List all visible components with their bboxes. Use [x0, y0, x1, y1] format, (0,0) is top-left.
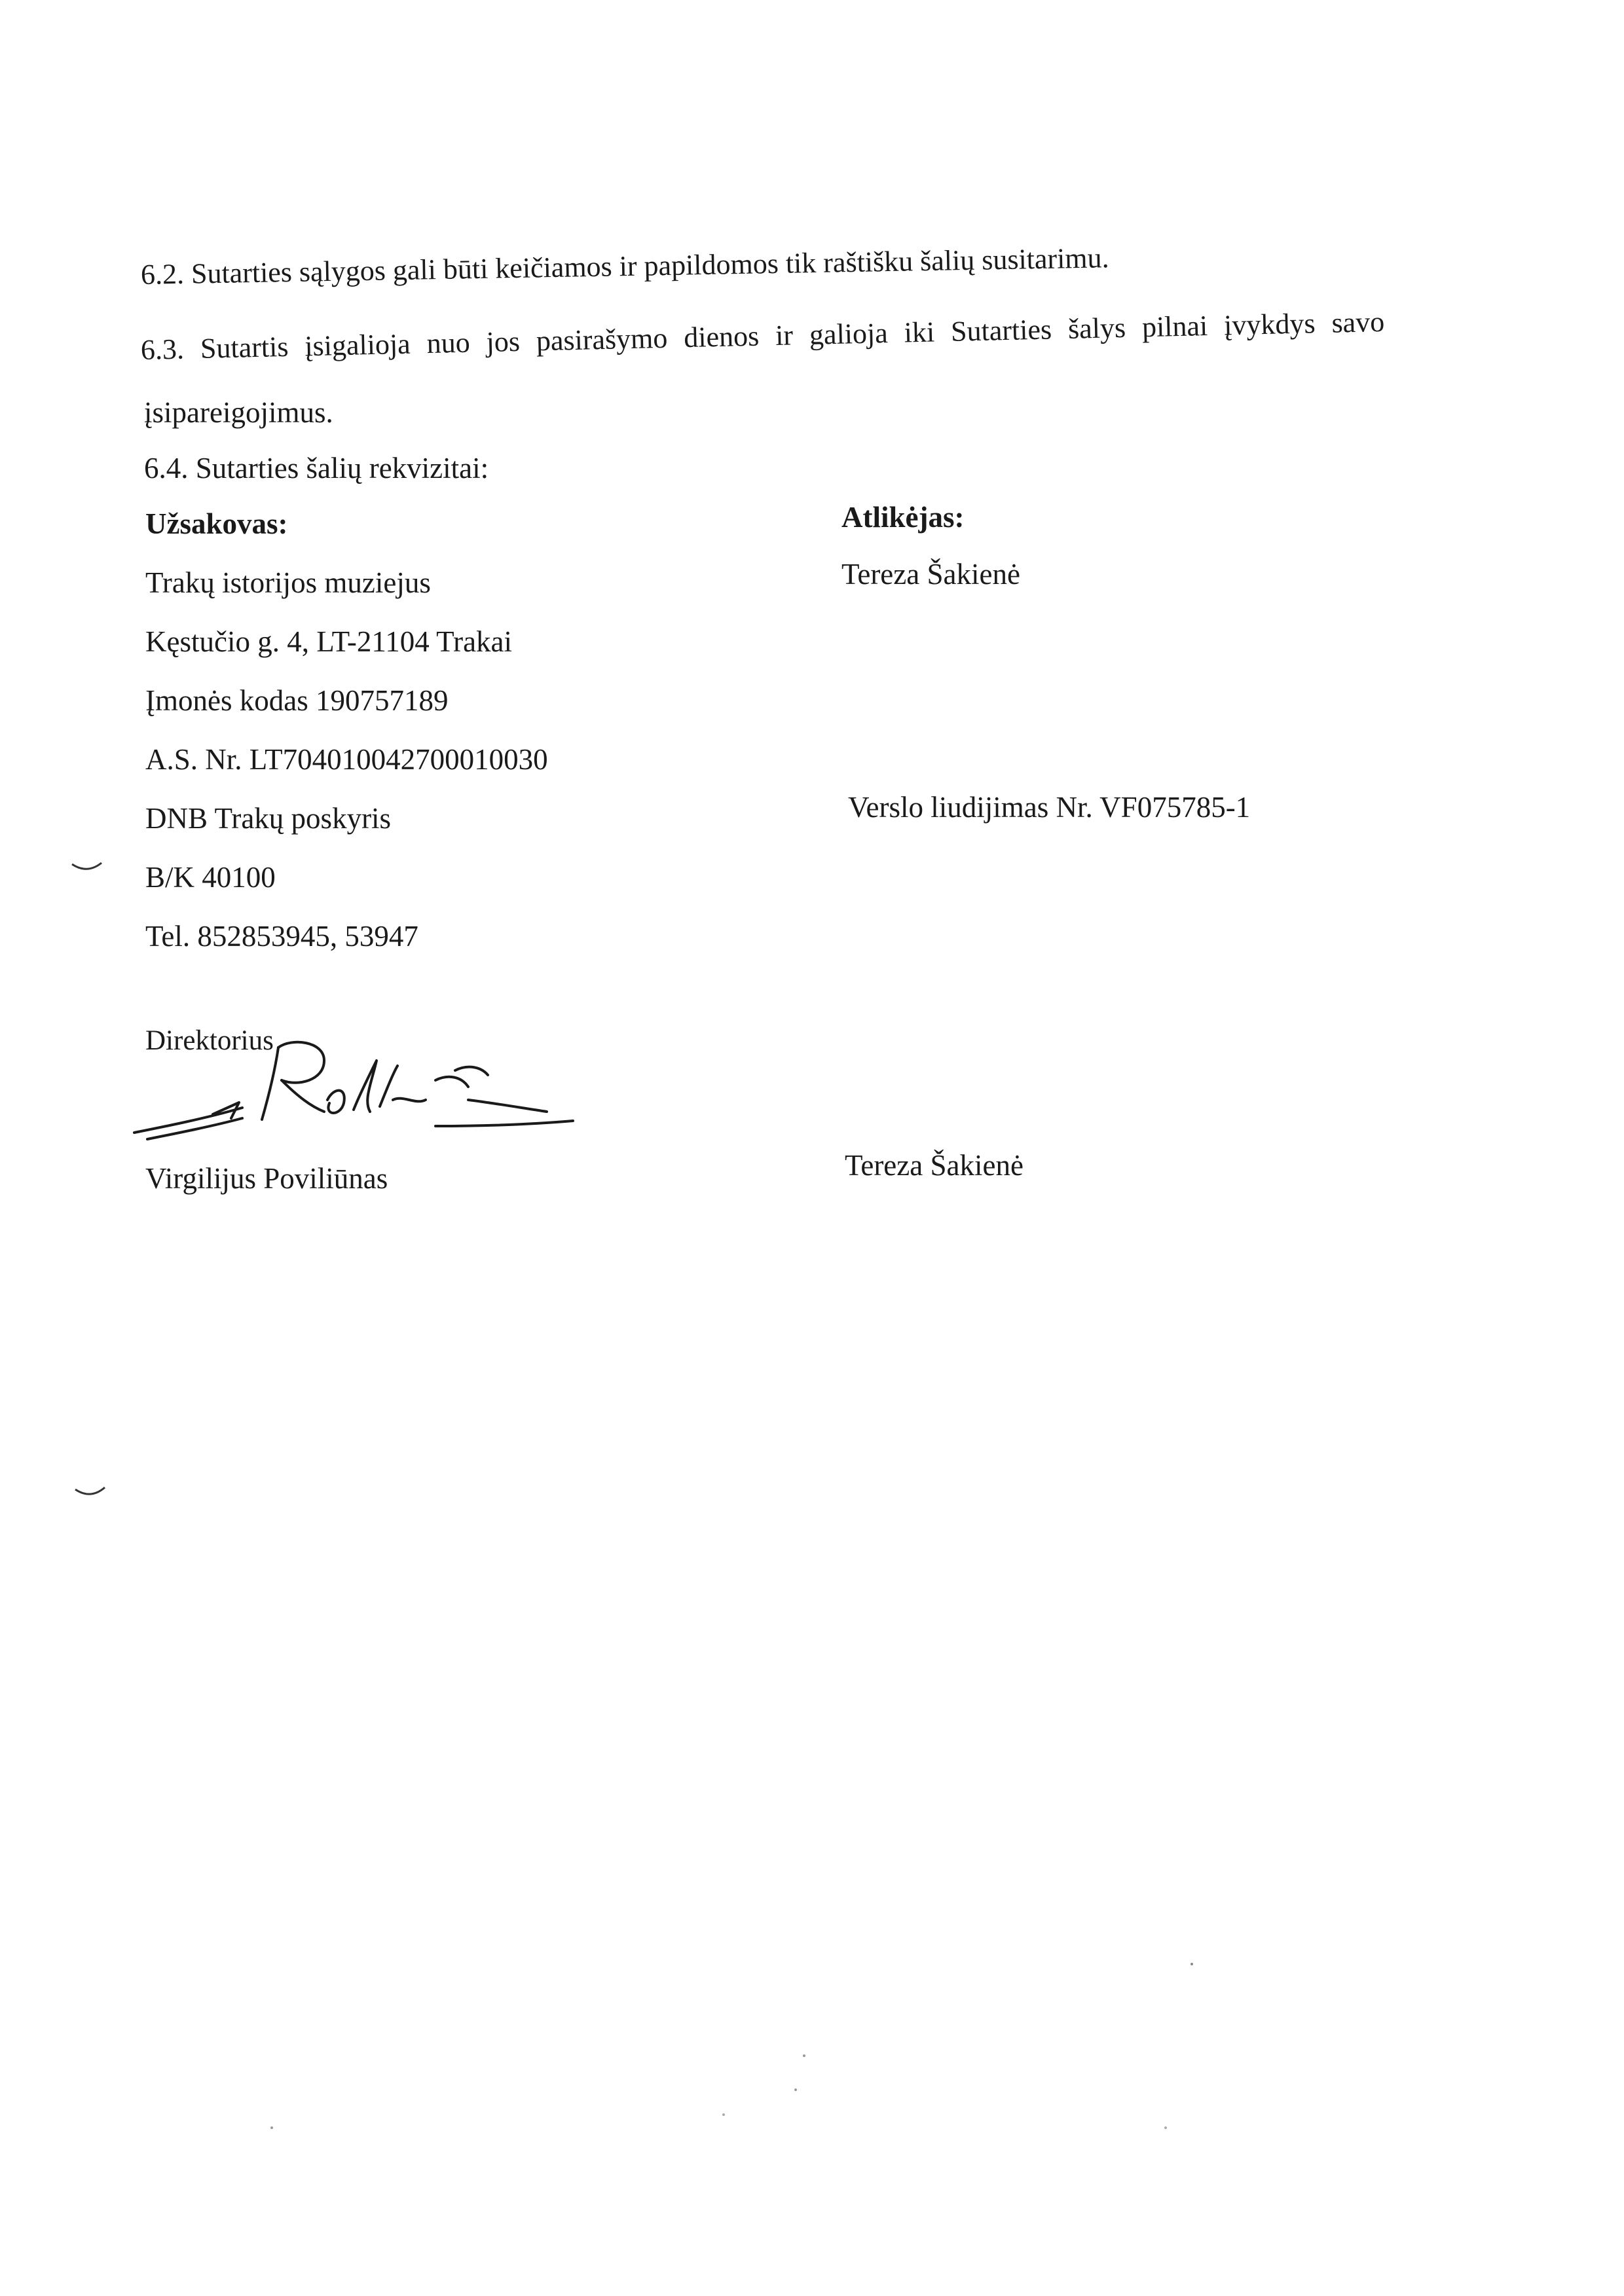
contractor-name: Tereza Šakienė [841, 558, 1020, 591]
contractor-license: Verslo liudijimas Nr. VF075785-1 [848, 791, 1251, 824]
customer-name: Trakų istorijos muziejus [145, 566, 431, 599]
customer-signer-name: Virgilijus Poviliūnas [145, 1162, 388, 1195]
customer-heading: Užsakovas: [145, 507, 288, 540]
signature-image [128, 1034, 586, 1152]
customer-bank-code: B/K 40100 [145, 861, 276, 894]
customer-address: Kęstučio g. 4, LT-21104 Trakai [145, 625, 513, 658]
customer-company-code: Įmonės kodas 190757189 [145, 684, 449, 717]
customer-account: A.S. Nr. LT704010042700010030 [145, 743, 548, 776]
customer-phone: Tel. 852853945, 53947 [145, 920, 418, 953]
clause-6-3-line1: 6.3. Sutartis įsigalioja nuo jos pasirašymo dienos ir galioja iki Sutarties šalys pilnai įvykdys savo [140, 305, 1385, 366]
customer-signer-title: Direktorius [145, 1025, 274, 1056]
contractor-signer-name: Tereza Šakienė [845, 1149, 1024, 1182]
customer-bank: DNB Trakų poskyris [145, 802, 392, 835]
clause-6-4: 6.4. Sutarties šalių rekvizitai: [144, 452, 489, 484]
contractor-heading: Atlikėjas: [841, 501, 965, 534]
clause-6-3-line2: įsipareigojimus. [144, 396, 333, 429]
clause-6-2: 6.2. Sutarties sąlygos gali būti keičiamos ir papildomos tik raštišku šalių susitarimu. [140, 242, 1109, 291]
